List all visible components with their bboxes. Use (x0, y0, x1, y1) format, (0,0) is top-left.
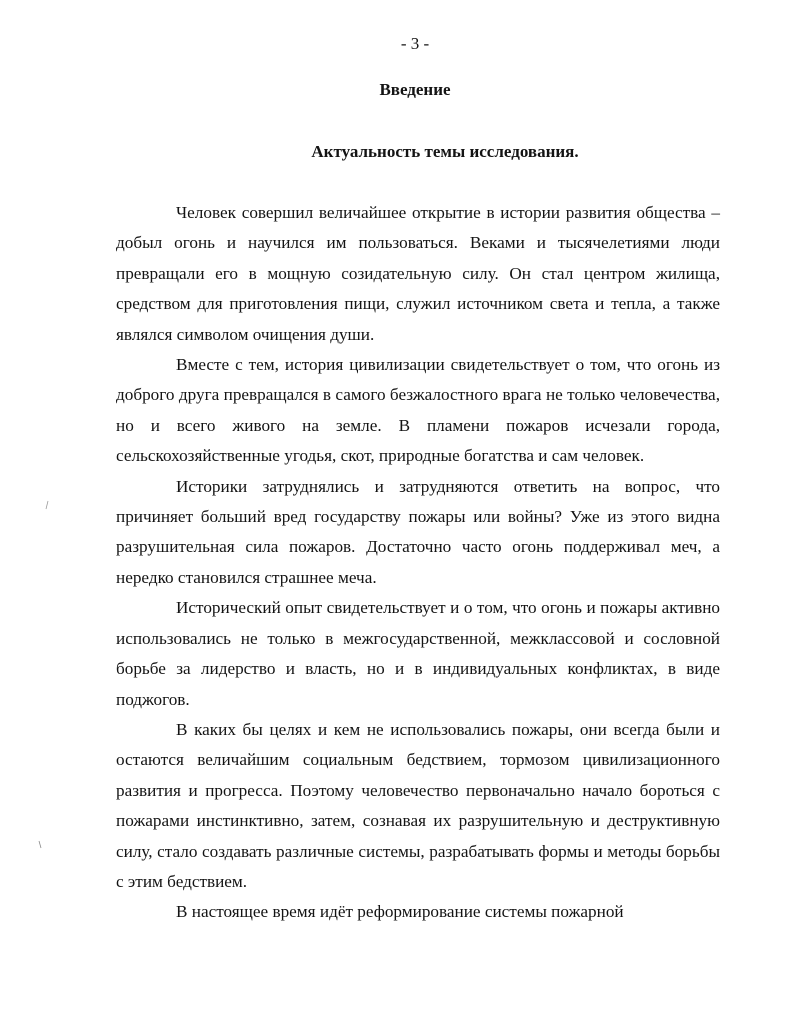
paragraph-2: Вместе с тем, история цивилизации свидетельствует о том, что огонь из доброго друга превращался в самого безжалостного врага не только человечества, но и всего живого на земле. В пламени пожаров исчезали города, сельскохозяйственные угодья, скот, природные богатства и сам человек. (116, 355, 720, 466)
paragraph-3: Историки затруднялись и затрудняются ответить на вопрос, что причиняет больший вред государству пожары или войны? Уже из этого видна разрушительная сила пожаров. Достаточно часто огонь поддерживал меч, а нередко становился страшнее меча. (116, 476, 720, 587)
section-heading: Введение (379, 80, 451, 99)
page-number: - 3 - (400, 34, 430, 53)
scan-speck-mark (44, 500, 50, 510)
body-text (116, 198, 720, 928)
scan-speck-mark (38, 840, 44, 850)
paragraph-6: В настоящее время идёт реформирование системы пожарной (176, 902, 624, 922)
paragraph-1: Человек совершил величайшее открытие в истории развития общества – добыл огонь и научился им пользоваться. Веками и тысячелетиями люди превращали его в мощную созидательную силу. Он стал центром жилища, средством для приготовления пищи, служил источником света и тепла, а также являлся символом очищения души. (116, 203, 720, 344)
paragraph-4: Исторический опыт свидетельствует и о том, что огонь и пожары активно использовались не только в межгосударственной, межклассовой и сословной борьбе за лидерство и власть, но и в индивидуальных конфликтах, в виде поджогов. (116, 598, 720, 709)
paragraph-5: В каких бы целях и кем не использовались пожары, они всегда были и остаются величайшим социальным бедствием, тормозом цивилизационного развития и прогресса. Поэтому человечество первоначально начало бороться с пожарами инстинктивно, затем, сознавая их разрушительную и деструктивную силу, стало создавать различные системы, разрабатывать формы и методы борьбы с этим бедствием. (116, 719, 720, 891)
section-subheading: Актуальность темы исследования. (311, 142, 579, 161)
